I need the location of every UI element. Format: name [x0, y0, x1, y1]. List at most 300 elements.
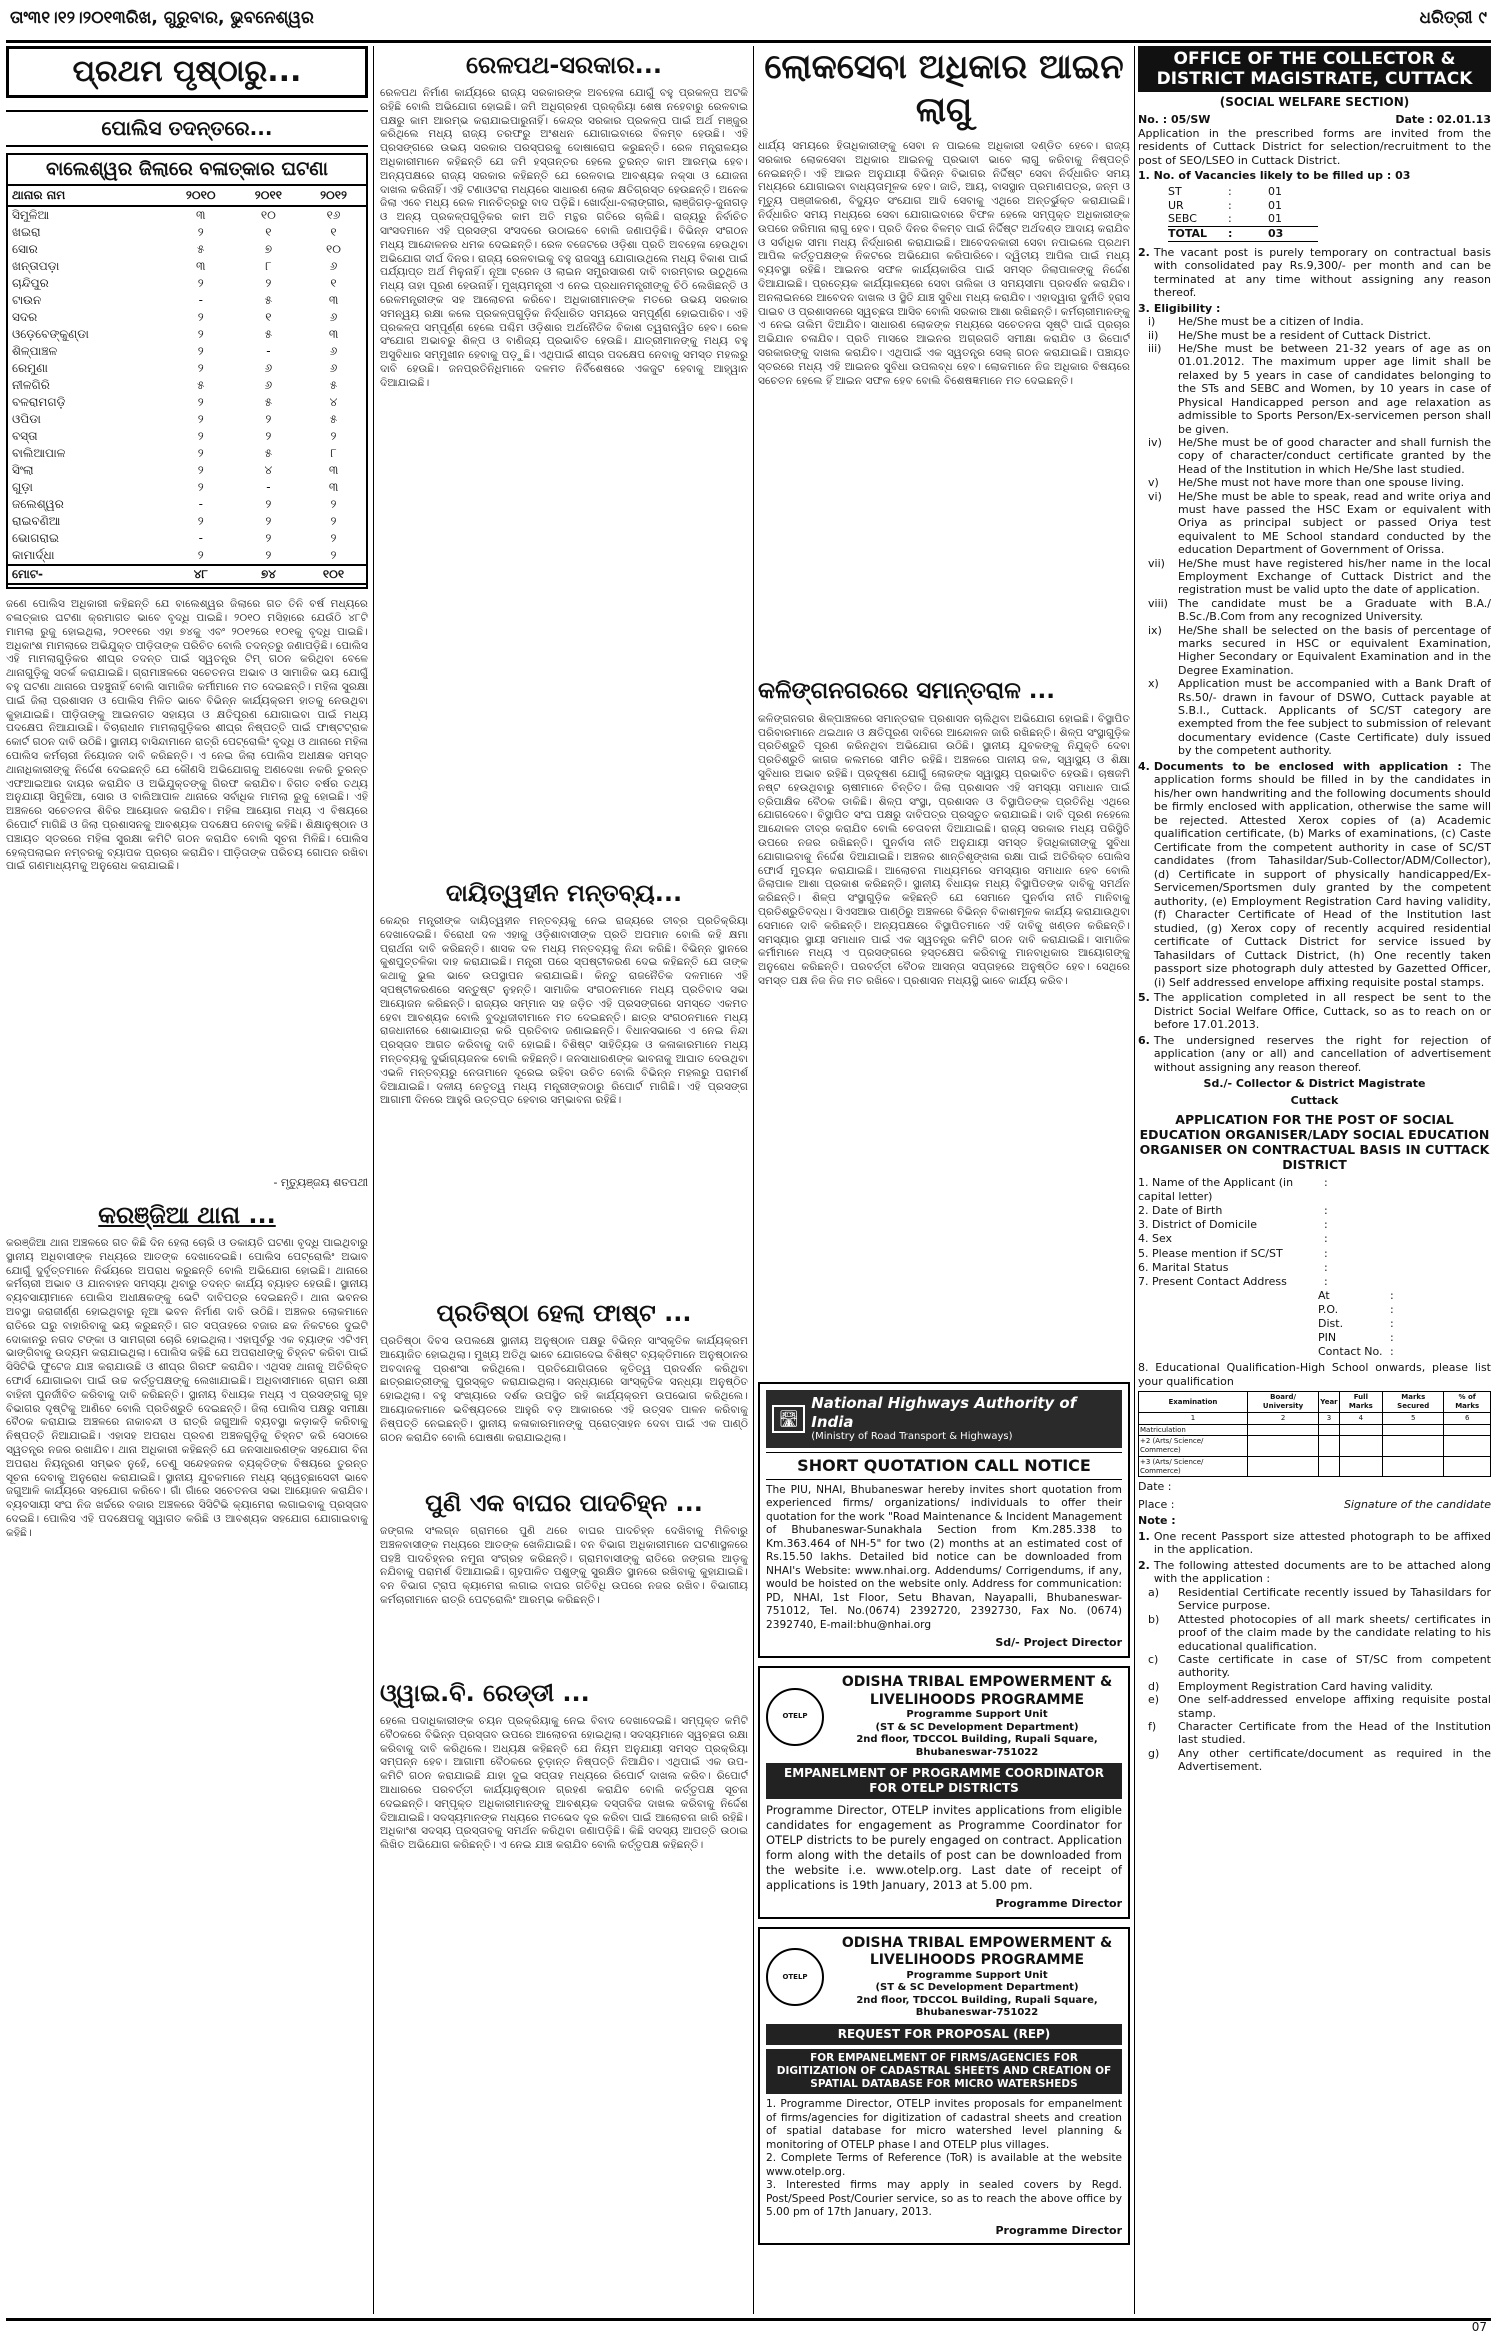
table-cell: ୧୬ — [326, 208, 341, 223]
front-page-heading: ପ୍ରଥମ ପୃଷ୍ଠାରୁ... — [6, 46, 368, 98]
table-cell: ୩ — [328, 327, 339, 342]
note-sub-item — [1138, 1680, 1491, 1693]
table-cell: ୬ — [264, 378, 273, 393]
exam-name: Matriculation — [1139, 1424, 1248, 1436]
table-cell: ୨ — [265, 497, 272, 512]
table-cell: ୬ — [329, 310, 338, 325]
form-label: 2. Date of Birth — [1138, 1204, 1223, 1218]
table-row — [8, 462, 366, 479]
nhai-ministry: (Ministry of Road Transport & Highways) — [811, 1431, 1013, 1443]
police-investigation-heading: ପୋଲିସ ତଦନ୍ତରେ... — [6, 110, 368, 147]
top-rule — [6, 40, 1491, 43]
railway-text: ରେଳପଥ ନିର୍ମାଣ କାର୍ଯ୍ୟରେ ରାଜ୍ୟ ସରକାରଙ୍କ ଅବହେଳା ଯୋଗୁଁ ବହୁ ପ୍ରକଳ୍ପ ଅଟକି ରହିଛି ବୋଲି ଅଭିଯୋଗ ହୋଇଛି। ଜମି ଅଧିଗ୍ରହଣ ପ୍ରକ୍ରିୟା ଶେଷ ନହେବାରୁ ରେଳବାଇ ପକ୍ଷରୁ କାମ ଆରମ୍ଭ କରାଯାଇପାରୁନାହିଁ। କେନ୍ଦ୍ର ସରକାର ପ୍ରକଳ୍ପ ପାଇଁ ଅର୍ଥ ମଞ୍ଜୁର କରିଥିଲେ ମଧ୍ୟ ରାଜ୍ୟ ତରଫରୁ ଅଂଶଧନ ଯୋଗାଇବାରେ ବିଳମ୍ବ ହେଉଛି। ଏହି ପ୍ରସଙ୍ଗରେ ଉଭୟ ସରକାର ପରସ୍ପରକୁ ଦୋଷାରୋପ କରୁଛନ୍ତି। ରେଳ ମନ୍ତ୍ରାଳୟର ଅଧିକାରୀମାନେ କହିଛନ୍ତି ଯେ ଜମି ହସ୍ତାନ୍ତର ହେଲେ ତୁରନ୍ତ କାମ ଆରମ୍ଭ ହେବ। ଅନ୍ୟପକ୍ଷରେ ରାଜ୍ୟ ସରକାର କହିଛନ୍ତି ଯେ ରେଳବାଇ ଆବଶ୍ୟକ ନକ୍ସା ଓ ଯୋଜନା ଦାଖଲ କରିନାହିଁ। ଏହି ଟଣାଓଟରା ମଧ୍ୟରେ ସାଧାରଣ ଲୋକ କ୍ଷତିଗ୍ରସ୍ତ ହେଉଛନ୍ତି। ଅନେକ ଜିଲା ଏବେ ମଧ୍ୟ ରେଳ ମାନଚିତ୍ରରୁ ବାଦ ପଡ଼ିଛି। ଖୋର୍ଦ୍ଧା-ବଲାଙ୍ଗୀର, ଲାଞ୍ଜିଗଡ଼-ଜୁନାଗଡ଼ ଓ ଅନ୍ୟ ପ୍ରକଳ୍ପଗୁଡ଼ିକର କାମ ଅତି ମନ୍ଥର ଗତିରେ ଚାଲିଛି। ରାଜ୍ୟରୁ ନିର୍ବାଚିତ ସାଂସଦମାନେ ଏହି ପ୍ରସଙ୍ଗ ସଂସଦରେ ଉଠାଇବେ ବୋଲି ଜଣାପଡ଼ିଛି। ବିଭିନ୍ନ ସଂଗଠନ ମଧ୍ୟ ଆନ୍ଦୋଳନର ଧମକ ଦେଇଛନ୍ତି। ରେଳ ବଜେଟରେ ଓଡ଼ିଶା ପ୍ରତି ଅବହେଳା ହେଉଥିବା ଅଭିଯୋଗ ଦୀର୍ଘ ଦିନର। ରାଜ୍ୟ ରେଳବାଇକୁ ବହୁ ରାଜସ୍ୱ ଯୋଗାଉଥିଲେ ମଧ୍ୟ ବିକାଶ ପାଇଁ ପର୍ଯ୍ୟାପ୍ତ ଅର୍ଥ ମିଳୁନାହିଁ। ନୂଆ ଟ୍ରେନ ଓ ଲାଇନ ସମ୍ପ୍ରସାରଣ ଦାବି ବାରମ୍ବାର ଉଠୁଥିଲେ ମଧ୍ୟ ତାହା ପୂରଣ ହେଉନାହିଁ। ମୁଖ୍ୟମନ୍ତ୍ରୀ ଏ ନେଇ ପ୍ରଧାନମନ୍ତ୍ରୀଙ୍କୁ ଚିଠି ଲେଖିଛନ୍ତି ଓ ରେଳମନ୍ତ୍ରୀଙ୍କ ସହ ଆଲୋଚନା କରିବେ। ଅଧିକାରୀମାନଙ୍କ ମତରେ ଉଭୟ ସରକାର ସମନ୍ୱୟ ରକ୍ଷା କଲେ ପ୍ରକଳ୍ପଗୁଡ଼ିକ ନିର୍ଦ୍ଧାରିତ ସମୟରେ ସମ୍ପୂର୍ଣ୍ଣ ହୋଇପାରିବ। ଏହି ପ୍ରକଳ୍ପ ସମ୍ପୂର୍ଣ୍ଣ ହେଲେ ପଶ୍ଚିମ ଓଡ଼ିଶାର ଅର୍ଥନୈତିକ ବିକାଶ ତ୍ୱରାନ୍ୱିତ ହେବ। ରେଳ ସଂଯୋଗ ଅଭାବରୁ ଶିଳ୍ପ ଓ ବାଣିଜ୍ୟ ପ୍ରଭାବିତ ହେଉଛି। ଯାତ୍ରୀମାନଙ୍କୁ ମଧ୍ୟ ବହୁ ଅସୁବିଧାର ସମ୍ମୁଖୀନ ହେବାକୁ ପଡ଼ୁଛି। ଏଥିପାଇଁ ଶୀଘ୍ର ପଦକ୍ଷେପ ନେବାକୁ ସମସ୍ତ ମହଲରୁ ଦାବି ହେଉଛି। ଜନପ୍ରତିନିଧିମାନେ ଦଳମତ ନିର୍ବିଶେଷରେ ଏକଜୁଟ ହେବାକୁ ଆହ୍ୱାନ ଦିଆଯାଇଛି। — [380, 86, 748, 389]
yb-reddy-text: ହେଲେ ପଦାଧିକାରୀଙ୍କ ଚୟନ ପ୍ରକ୍ରିୟାକୁ ନେଇ ବିବାଦ ଦେଖାଦେଇଛି। ସମ୍ପୃକ୍ତ କମିଟି ବୈଠକରେ ବିଭିନ୍ନ ପ୍ରସ୍ତାବ ଉପରେ ଆଲୋଚନା ହୋଇଥିଲା। ସଦସ୍ୟମାନେ ସ୍ୱଚ୍ଛତା ରକ୍ଷା କରିବାକୁ ଦାବି କରିଥିଲେ। ଅଧ୍ୟକ୍ଷ କହିଛନ୍ତି ଯେ ନିୟମ ଅନୁଯାୟୀ ସମସ୍ତ ପ୍ରକ୍ରିୟା ସମ୍ପନ୍ନ ହେବ। ଆଗାମୀ ବୈଠକରେ ଚୂଡ଼ାନ୍ତ ନିଷ୍ପତ୍ତି ନିଆଯିବ। ଏଥିପାଇଁ ଏକ ଉପ-କମିଟି ଗଠନ କରାଯାଇଛି ଯାହା ଦୁଇ ସପ୍ତାହ ମଧ୍ୟରେ ରିପୋର୍ଟ ଦାଖଲ କରିବ। ରିପୋର୍ଟ ଆଧାରରେ ପରବର୍ତ୍ତୀ କାର୍ଯ୍ୟାନୁଷ୍ଠାନ ଗ୍ରହଣ କରାଯିବ ବୋଲି କର୍ତ୍ତୃପକ୍ଷ ସୂଚନା ଦେଇଛନ୍ତି। ସମ୍ପୃକ୍ତ ଅଧିକାରୀମାନଙ୍କୁ ଆବଶ୍ୟକ ଦସ୍ତାବିଜ ଦାଖଲ କରିବାକୁ ନିର୍ଦ୍ଦେଶ ଦିଆଯାଇଛି। ସଦସ୍ୟମାନଙ୍କ ମଧ୍ୟରେ ମତଭେଦ ଦୂର କରିବା ପାଇଁ ଆଲୋଚନା ଜାରି ରହିଛି। ଅଧିକାଂଶ ସଦସ୍ୟ ପ୍ରସ୍ତାବକୁ ସମର୍ଥନ କରିଥିବା ଜଣାପଡ଼ିଛି। କିଛି ସଦସ୍ୟ ଆପତ୍ତି ଉଠାଇ ଲିଖିତ ଅଭିଯୋଗ କରିଛନ୍ତି। ଏ ନେଇ ଯାଞ୍ଚ କରାଯିବ ବୋଲି କର୍ତ୍ତୃପକ୍ଷ କହିଛନ୍ତି। — [380, 1714, 748, 1852]
form-colon: : — [1324, 1232, 1328, 1246]
table-cell: ସିଂଲା — [12, 463, 34, 478]
signature-label: Signature of the candidate — [1343, 1498, 1491, 1512]
exam-blank-cell — [1383, 1436, 1444, 1457]
table-cell: ୬ — [329, 259, 338, 274]
foundation-heading: ପ୍ରତିଷ୍ଠା ହେଲା ଫାଷ୍ଟ ... — [436, 1299, 692, 1327]
table-row — [8, 275, 366, 292]
table-row — [8, 343, 366, 360]
masthead-date: ତାଂ୩୧।୧୨।୨୦୧୩ରିଖ, ଗୁରୁବାର, ଭୁବନେଶ୍ୱର — [10, 8, 314, 29]
otelp-advertisement-2 — [758, 1927, 1130, 2246]
note-sub-num: d) — [1148, 1679, 1160, 1693]
table-cell: ୨ — [197, 548, 204, 563]
note-item — [1138, 1530, 1491, 1557]
eligibility-num: x) — [1148, 677, 1159, 691]
form-label: 6. Marital Status — [1138, 1260, 1229, 1274]
otelp-logo: OTELP — [766, 1688, 824, 1746]
table-cell: ନୀଳଗିରି — [12, 378, 50, 393]
table-row — [8, 428, 366, 445]
table-cell: ୨ — [197, 310, 204, 325]
note-sub-num: f) — [1148, 1720, 1157, 1734]
vacancy-val: 01 — [1268, 198, 1282, 212]
table-cell: ୨ — [265, 531, 272, 546]
table-row — [8, 224, 366, 241]
otelp-title: ODISHA TRIBAL EMPOWERMENT & LIVELIHOODS PROGRAMME — [841, 1674, 1113, 1708]
note-sub-num: c) — [1148, 1653, 1159, 1667]
item-text: The application forms should be filled in by the candidates in his/her own handwriting and the following documents should be firmly enclosed with application, otherwise the same will be rejected. Attested Xerox copies of (a) Academic qualification certificate, (b) Marks of examinations, (c) Caste Certificate from the competent authority in case of SC/ST candidates (from Tahasildar/Sub-Collector/ADM/Collector), (d) Certificate in support of physically handicapped/Ex-Servicemen/Sportsmen duly granted by the competent authority, (e) Employment Registration Card having validity, (f) Character Certificate of Head of the Institution last studied, (g) Xerox copy of recently acquired residential certificate of Cuttack District for service issued by Tahasildars of Cuttack District, (h) One recently taken passport size photograph duly attested by Gazetted Officer, (i) Self addressed envelope affixing requisite postal stamps. — [1153, 759, 1491, 989]
eligibility-item — [1138, 677, 1491, 757]
note-sub-num: g) — [1148, 1746, 1160, 1760]
address-colon: : — [1390, 1289, 1394, 1303]
rfp-band: REQUEST FOR PROPOSAL (REP) — [766, 2024, 1122, 2045]
eligibility-num: v) — [1148, 476, 1159, 490]
yb-reddy-heading: ଓ୍ୱାଇ.ବି. ରେଡ୍ଡୀ ... — [380, 1679, 590, 1707]
vacancy-cat: TOTAL — [1168, 227, 1208, 240]
nhai-banner — [766, 1390, 1122, 1448]
note-num: 2. — [1138, 1558, 1150, 1572]
note-num: 1. — [1138, 1529, 1150, 1543]
table-cell: ସିମୁଳିଆ — [12, 208, 50, 223]
eligibility-text: He/She shall be selected on the basis of percentage of marks secured in HSC or equivalent Examination, Higher Secondary or Equivalent Examination and in the Degree Examination. — [1178, 623, 1491, 677]
rfp-signature: Programme Director — [995, 2223, 1122, 2237]
eligibility-num: ii) — [1148, 328, 1159, 342]
exam-blank-cell — [1247, 1456, 1318, 1477]
form-field — [1138, 1261, 1491, 1275]
otelp-address: 2nd floor, TDCCOL Building, Rupali Square, Bhubaneswar-751022 — [856, 1734, 1098, 1758]
form-label: 7. Present Contact Address — [1138, 1275, 1287, 1289]
exam-blank-cell — [1319, 1424, 1339, 1436]
exam-blank-cell — [1247, 1424, 1318, 1436]
table-cell: ଭୋଗରାଇ — [12, 531, 59, 546]
table-row — [8, 445, 366, 462]
table-cell: ଓପିଡା — [12, 412, 41, 427]
vacancy-cat: UR — [1168, 198, 1184, 212]
exam-header: Year — [1319, 1392, 1339, 1413]
form-colon: : — [1324, 1246, 1328, 1260]
table-cell: କାମାର୍ଦ୍ଧା — [12, 548, 55, 563]
eligibility-item — [1138, 597, 1491, 624]
address-colon: : — [1390, 1345, 1394, 1359]
signer-place: Cuttack — [1290, 1093, 1339, 1107]
irresponsible-remark-heading: ଦାୟିତ୍ୱହୀନ ମନ୍ତବ୍ୟ... — [445, 879, 683, 907]
table-cell: ୨ — [265, 276, 272, 291]
table-row — [8, 496, 366, 513]
table-cell: ୩ — [328, 293, 339, 308]
eligibility-num: viii) — [1148, 596, 1168, 610]
exam-col-num: 4 — [1339, 1412, 1382, 1424]
address-colon: : — [1390, 1317, 1394, 1331]
table-row — [8, 394, 366, 411]
address-line — [1138, 1331, 1491, 1345]
table-cell: ୨ — [197, 446, 204, 461]
table-cell: ୪ — [329, 395, 338, 410]
table-cell: ୭ — [264, 242, 273, 257]
form-label: 1. Name of the Applicant (in capital letter) — [1138, 1175, 1294, 1203]
table-total-row — [8, 565, 366, 584]
rfp-item: 2. Complete Terms of Reference (ToR) is available at the website www.otelp.org. — [766, 2152, 1122, 2178]
note-sub-item — [1138, 1653, 1491, 1680]
exam-col-num: 1 — [1139, 1412, 1248, 1424]
note-sub-text: Attested photocopies of all mark sheets/ certificates in proof of the claim made by the candidate relating to his educational qualification. — [1178, 1612, 1491, 1653]
table-row — [8, 258, 366, 275]
eligibility-item — [1138, 557, 1491, 597]
address-label: At — [1318, 1289, 1330, 1303]
vacancy-table — [1138, 185, 1491, 242]
rape-cases-table-box — [6, 153, 368, 590]
vacancy-val: 01 — [1268, 212, 1282, 226]
table-cell: ୨ — [330, 497, 337, 512]
table-cell: ୨ — [197, 480, 204, 495]
table-cell: ୨ — [197, 327, 204, 342]
otelp-signature: Programme Director — [995, 1897, 1122, 1910]
otelp-body: Programme Director, OTELP invites applications from eligible candidates for engagement as Programme Coordinator for OTELP districts to be purely engaged on contract. Application form along with the details of post can be downloaded from the website i.e. www.otelp.org. Last date of receipt of applications is 19th January, 2013 at 5.00 pm. — [766, 1803, 1122, 1892]
form-field — [1138, 1275, 1491, 1289]
application-heading: APPLICATION FOR THE POST OF SOCIAL EDUCATION ORGANISER/LADY SOCIAL EDUCATION ORGANISER ON CONTRACTUAL BASIS IN CUTTACK DISTRICT — [1139, 1111, 1490, 1172]
note-sub-text: Caste certificate in case of ST/SC from competent authority. — [1178, 1653, 1491, 1680]
table-cell: - — [198, 497, 203, 512]
column-divider — [753, 46, 754, 2314]
table-cell: ୨ — [197, 225, 204, 240]
vacancy-sep: : — [1228, 212, 1232, 226]
exam-col-num: 6 — [1444, 1412, 1491, 1424]
form-label: 5. Please mention if SC/ST — [1138, 1246, 1283, 1260]
exam-blank-cell — [1339, 1456, 1382, 1477]
eligibility-text: He/She must be between 21-32 years of age as on 01.01.2012. The maximum upper age limit shall be relaxed by 5 years in case of candidates belonging to the STs and SEBC and Women, by 10 years in case of Physical Handicapped person and age relaxation as admissible to Sports Person/Ex-servicemen person shall be given. — [1178, 342, 1491, 436]
exam-blank-cell — [1319, 1436, 1339, 1457]
vacancy-row — [1168, 185, 1318, 199]
table-cell: ସଦର — [12, 310, 38, 325]
table-cell: ୬ — [329, 361, 338, 376]
karanjia-text: କରଞ୍ଜିଆ ଥାନା ଅଞ୍ଚଳରେ ଗତ କିଛି ଦିନ ହେଲା ଚୋରି ଓ ଡକାୟତି ଘଟଣା ବୃଦ୍ଧି ପାଇଥିବାରୁ ସ୍ଥାନୀୟ ଅଧିବାସୀଙ୍କ ମଧ୍ୟରେ ଆତଙ୍କ ଦେଖାଦେଇଛି। ପୋଲିସ ପେଟ୍ରୋଲିଂ ଅଭାବ ଯୋଗୁଁ ଦୁର୍ବୃତ୍ତମାନେ ନିର୍ଭୟରେ ଅପରାଧ କରୁଛନ୍ତି ବୋଲି ଅଭିଯୋଗ ହୋଇଛି। ଥାନାରେ କର୍ମଚାରୀ ଅଭାବ ଓ ଯାନବାହନ ସମସ୍ୟା ଥିବାରୁ ତଦନ୍ତ କାର୍ଯ୍ୟ ବ୍ୟାହତ ହେଉଛି। ସ୍ଥାନୀୟ ବ୍ୟବସାୟୀମାନେ ପୋଲିସ ଅଧୀକ୍ଷକଙ୍କୁ ଭେଟି ଦାବିପତ୍ର ଦେଇଛନ୍ତି। ଥାନା ଭବନର ଅବସ୍ଥା ଜରାଜୀର୍ଣ୍ଣ ହୋଇଥିବାରୁ ନୂଆ ଭବନ ନିର୍ମାଣ ଦାବି ଉଠିଛି। ଅଞ୍ଚଳର ଲୋକମାନେ ରାତିରେ ଘରୁ ବାହାରିବାକୁ ଭୟ କରୁଛନ୍ତି। ଗତ ସପ୍ତାହରେ ବଜାର ଛକ ନିକଟରେ ଦୁଇଟି ଦୋକାନରୁ ନଗଦ ଟଙ୍କା ଓ ସାମଗ୍ରୀ ଚୋରି ହୋଇଥିଲା। ଏହାପୂର୍ବରୁ ଏକ ବ୍ୟାଙ୍କ ଏଟିଏମ୍ ଭାଙ୍ଗିବାକୁ ଉଦ୍ୟମ କରାଯାଇଥିଲା। ପୋଲିସ କହିଛି ଯେ ଅପରାଧୀଙ୍କୁ ଚିହ୍ନଟ କରିବା ପାଇଁ ସିସିଟିଭି ଫୁଟେଜ ଯାଞ୍ଚ କରାଯାଉଛି ଓ ଶୀଘ୍ର ଗିରଫ କରାଯିବ। ଏଥିସହ ଥାନାକୁ ଅତିରିକ୍ତ ଫୋର୍ସ ଯୋଗାଇବା ପାଇଁ ଉଚ୍ଚ କର୍ତ୍ତୃପକ୍ଷଙ୍କୁ ଲେଖାଯାଇଛି। ଅଧିବାସୀମାନେ ଗ୍ରାମ ରକ୍ଷୀ ବାହିନୀ ପୁନର୍ଜୀବିତ କରିବାକୁ ଦାବି କରିଛନ୍ତି। ସ୍ଥାନୀୟ ବିଧାୟକ ମଧ୍ୟ ଏ ପ୍ରସଙ୍ଗକୁ ଗୃହ ବିଭାଗର ଦୃଷ୍ଟିକୁ ଆଣିବେ ବୋଲି ପ୍ରତିଶ୍ରୁତି ଦେଇଛନ୍ତି। ଜିଲା ପୋଲିସ ପକ୍ଷରୁ ସମୀକ୍ଷା ବୈଠକ କରାଯାଇ ଅଞ୍ଚଳରେ ନାକାବନ୍ଦୀ ଓ ରାତ୍ରି ଜଗୁଆଳି ବ୍ୟବସ୍ଥା କଡ଼ାକଡ଼ି କରିବାକୁ ନିଷ୍ପତ୍ତି ନିଆଯାଇଛି। ଏହାସହ ଅପରାଧ ପ୍ରବଣ ଅଞ୍ଚଳଗୁଡ଼ିକୁ ଚିହ୍ନଟ କରି ସେଠାରେ ସ୍ୱତନ୍ତ୍ର ନଜର ରଖାଯିବ। ଥାନା ଅଧିକାରୀ କହିଛନ୍ତି ଯେ ଜନସାଧାରଣଙ୍କ ସହଯୋଗ ବିନା ଅପରାଧ ନିୟନ୍ତ୍ରଣ ସମ୍ଭବ ନୁହେଁ, ତେଣୁ ସନ୍ଦେହଜନକ ବ୍ୟକ୍ତିଙ୍କ ବିଷୟରେ ତୁରନ୍ତ ସୂଚନା ଦେବାକୁ ଅନୁରୋଧ କରାଯାଇଛି। ସ୍ଥାନୀୟ ଯୁବକମାନେ ମଧ୍ୟ ସ୍ୱେଚ୍ଛାସେବୀ ଭାବେ ଜଗୁଆଳି କାର୍ଯ୍ୟରେ ସହଯୋଗ କରିବେ। ଗାଁ ଗାଁରେ ସଚେତନତା ସଭା ଆୟୋଜନ କରାଯିବ। ବ୍ୟବସାୟୀ ସଂଘ ନିଜ ଖର୍ଚ୍ଚରେ ବଜାର ଅଞ୍ଚଳରେ ସିସିଟିଭି କ୍ୟାମେରା ଲଗାଇବାକୁ ପ୍ରସ୍ତାବ ଦେଇଛି। ପୋଲିସ ଏହି ପଦକ୍ଷେପକୁ ସ୍ୱାଗତ କରିଛି ଓ ଆବଶ୍ୟକ ସହଯୋଗ ଯୋଗାଇବାକୁ କହିଛି। — [6, 1236, 368, 1539]
form-field — [1138, 1176, 1491, 1204]
rfp-item: 3. Interested firms may apply in sealed covers by Regd. Post/Speed Post/Courier service, so as to reach the above office by 5.00 pm of 17th January, 2013. — [766, 2179, 1122, 2219]
notice-item-6: 6. The undersigned reserves the right for rejection of application (any or all) and cancellation of advertisement without assigning any reason thereof. — [1138, 1033, 1491, 1074]
notice-intro: Application in the prescribed forms are invited from the residents of Cuttack District for selection/recruitment to the post of SEO/LSEO in Cuttack District. — [1138, 126, 1491, 167]
table-row — [8, 547, 366, 565]
table-row — [8, 206, 366, 224]
table-cell: ୬ — [264, 361, 273, 376]
otelp-logo: OTELP — [766, 1948, 824, 2006]
notice-item-3: 3. Eligibility : — [1138, 301, 1221, 315]
table-cell: ୨ — [265, 548, 272, 563]
table-cell: ୨ — [197, 514, 204, 529]
vacancy-val: 01 — [1268, 184, 1282, 198]
eligibility-num: vii) — [1148, 556, 1165, 570]
table-title: ବାଲେଶ୍ୱର ଜିଲାରେ ବଳାତ୍କାର ଘଟଣା — [8, 155, 366, 187]
nhai-notice-title: SHORT QUOTATION CALL NOTICE — [766, 1452, 1122, 1480]
eligibility-item — [1138, 329, 1491, 342]
table-cell: ୫ — [196, 378, 205, 393]
table-header: ଥାନାର ନାମ — [8, 186, 166, 206]
table-row — [8, 411, 366, 428]
address-colon: : — [1390, 1331, 1394, 1345]
table-cell: ୨ — [330, 531, 337, 546]
otelp-title: ODISHA TRIBAL EMPOWERMENT & LIVELIHOODS PROGRAMME — [841, 1934, 1113, 1969]
table-cell: ସୋର — [12, 242, 38, 257]
place-signature-line — [1138, 1498, 1491, 1512]
note-sub-num: b) — [1148, 1612, 1160, 1626]
table-cell: ଗୁଡ଼ା — [12, 480, 33, 495]
item-text: The vacant post is purely temporary on contractual basis with consolidated pay Rs.9,300/- per month and can be terminated at any time without assigning any reason thereof. — [1153, 245, 1491, 300]
table-cell: ୫ — [329, 412, 338, 427]
exam-name: +3 (Arts/ Science/ Commerce) — [1139, 1456, 1248, 1477]
table-cell: ୨ — [330, 429, 337, 444]
masthead-paper-name: ଧରିତ୍ରୀ ୯ — [1419, 8, 1487, 29]
eligibility-text: He/She must be able to speak, read and write oriya and must have passed the HSC Exam or equivalent with Oriya as principal subject or passed Oriya test equivalent to ME School standard conducted by the education Department of Government of Orissa. — [1178, 489, 1491, 557]
note-sub-text: Character Certificate from the Head of the Institution last studied. — [1178, 1720, 1491, 1747]
otelp-advertisement-1 — [758, 1666, 1130, 1919]
story-byline: - ମୃତ୍ୟୁଞ୍ଜୟ ଶତପଥୀ — [273, 1176, 368, 1190]
note-sub-item — [1138, 1747, 1491, 1774]
column-divider — [1134, 46, 1135, 2314]
vacancy-item — [1138, 169, 1491, 183]
table-row — [8, 309, 366, 326]
note-sub-text: Any other certificate/document as required in the Advertisement. — [1178, 1746, 1491, 1774]
page-number: 07 — [1471, 2320, 1487, 2334]
table-cell: ୪୮ — [166, 565, 236, 584]
address-label: Contact No. — [1318, 1345, 1383, 1359]
note-sub-num: a) — [1148, 1585, 1160, 1599]
table-cell: ୨ — [197, 395, 204, 410]
eligibility-text: He/She must be a citizen of India. — [1178, 315, 1364, 329]
address-label: P.O. — [1318, 1303, 1339, 1317]
table-cell: ୨ — [265, 429, 272, 444]
form-colon: : — [1324, 1204, 1328, 1218]
eligibility-num: iii) — [1148, 342, 1162, 356]
vacancy-row — [1168, 199, 1318, 213]
column-3 — [758, 46, 1130, 2314]
table-cell: ୬ — [329, 344, 338, 359]
public-service-act-title: ଲୋକସେବା ଅଧିକାର ଆଇନ ଲାଗୁ — [764, 47, 1124, 130]
karanjia-heading: କରଞ୍ଜିଆ ଥାନା ... — [98, 1201, 276, 1229]
item-text: The undersigned reserves the right for rejection of application (any or all) and cancellation of advertisement without assigning any reason thereof. — [1153, 1033, 1491, 1074]
exam-row — [1139, 1456, 1491, 1477]
item-text: The application completed in all respect be sent to the District Social Welfare Office, Cuttack, so as to reach on or before 17.01.2013. — [1153, 991, 1491, 1032]
vacancy-heading: 1. No. of Vacancies likely to be filled up : 03 — [1138, 169, 1411, 183]
exam-col-num: 3 — [1319, 1412, 1339, 1424]
form-field — [1138, 1232, 1491, 1246]
table-cell: ବଳରାମଗଡ଼ି — [12, 395, 66, 410]
table-cell: ୨ — [197, 412, 204, 427]
exam-header: Full Marks — [1339, 1392, 1382, 1413]
table-cell: ଶିଳ୍ପାଞ୍ଚଳ — [12, 344, 58, 359]
otelp-address: 2nd floor, TDCCOL Building, Rupali Square, Bhubaneswar-751022 — [856, 1994, 1098, 2019]
eligibility-text: He/She must have registered his/her name in the local Employment Exchange of Cuttack District and the registration must be valid upto the date of application. — [1178, 556, 1491, 597]
table-cell: ରାଇବଣିଆ — [12, 514, 61, 529]
exam-blank-cell — [1383, 1456, 1444, 1477]
form-colon: : — [1324, 1260, 1328, 1274]
eligibility-text: He/She must not have more than one spouse living. — [1178, 476, 1465, 490]
table-cell: ଓଡ଼େବେଙ୍କୁଣ୍ଡା — [12, 327, 89, 342]
form-field — [1138, 1247, 1491, 1261]
eligibility-text: He/She must be of good character and shall furnish the copy of character/conduct certificate granted by the Head of the Institution in which He/She last studied. — [1178, 435, 1491, 476]
table-cell: ୭୪ — [236, 565, 301, 584]
item-text: Eligibility : — [1153, 301, 1221, 315]
nhai-signature: Sd/- Project Director — [995, 1636, 1122, 1650]
exam-name: +2 (Arts/ Science/ Commerce) — [1139, 1436, 1248, 1457]
kalinganagar-text: କଳିଙ୍ଗନଗର ଶିଳ୍ପାଞ୍ଚଳରେ ସମାନ୍ତରାଳ ପ୍ରଶାସନ ଚାଲିଥିବା ଅଭିଯୋଗ ହୋଇଛି। ବିସ୍ଥାପିତ ପରିବାରମାନେ ଥଇଥାନ ଓ କ୍ଷତିପୂରଣ ଦାବିରେ ଆନ୍ଦୋଳନ ଜାରି ରଖିଛନ୍ତି। ଶିଳ୍ପ ସଂସ୍ଥାଗୁଡ଼ିକ ପ୍ରତିଶ୍ରୁତି ପୂରଣ କରିନଥିବା ଅଭିଯୋଗ ଉଠିଛି। ସ୍ଥାନୀୟ ଯୁବକଙ୍କୁ ନିଯୁକ୍ତି ଦେବା ପ୍ରତିଶ୍ରୁତି କାଗଜ କଲମରେ ସୀମିତ ରହିଛି। ଅଞ୍ଚଳରେ ପାନୀୟ ଜଳ, ସ୍ୱାସ୍ଥ୍ୟ ଓ ଶିକ୍ଷା ସୁବିଧାର ଅଭାବ ରହିଛି। ପ୍ରଦୂଷଣ ଯୋଗୁଁ ଲୋକଙ୍କ ସ୍ୱାସ୍ଥ୍ୟ ପ୍ରଭାବିତ ହେଉଛି। ଚାଷଜମି ନଷ୍ଟ ହେଉଥିବାରୁ ଚାଷୀମାନେ ଚିନ୍ତିତ। ଜିଲା ପ୍ରଶାସନ ଏହି ସମସ୍ୟା ସମାଧାନ ପାଇଁ ତ୍ରିପାକ୍ଷିକ ବୈଠକ ଡାକିଛି। ଶିଳ୍ପ ସଂସ୍ଥା, ପ୍ରଶାସନ ଓ ବିସ୍ଥାପିତଙ୍କ ପ୍ରତିନିଧି ଏଥିରେ ଯୋଗଦେବେ। ବିସ୍ଥାପିତ ସଂଘ ପକ୍ଷରୁ ଦାବିପତ୍ର ପ୍ରସ୍ତୁତ କରାଯାଇଛି। ଦାବି ପୂରଣ ନହେଲେ ଆନ୍ଦୋଳନ ତୀବ୍ର କରାଯିବ ବୋଲି ଚେତାବନୀ ଦିଆଯାଇଛି। ରାଜ୍ୟ ସରକାର ମଧ୍ୟ ପରିସ୍ଥିତି ଉପରେ ନଜର ରଖିଛନ୍ତି। ପୁନର୍ବାସ ନୀତି ଅନୁଯାୟୀ ସମସ୍ତ ହିତାଧିକାରୀଙ୍କୁ ସୁବିଧା ଯୋଗାଇବାକୁ ନିର୍ଦ୍ଦେଶ ଦିଆଯାଇଛି। ଅଞ୍ଚଳର ଶାନ୍ତିଶୃଙ୍ଖଳା ରକ୍ଷା ପାଇଁ ଅତିରିକ୍ତ ପୋଲିସ ଫୋର୍ସ ମୁତୟନ କରାଯାଇଛି। ଆଲୋଚନା ମାଧ୍ୟମରେ ସମସ୍ୟାର ସମାଧାନ ହେବ ବୋଲି ଜିଲାପାଳ ଆଶା ପ୍ରକାଶ କରିଛନ୍ତି। ସ୍ଥାନୀୟ ବିଧାୟକ ମଧ୍ୟ ବିସ୍ଥାପିତଙ୍କ ଦାବିକୁ ସମର୍ଥନ କରିଛନ୍ତି। ଶିଳ୍ପ ସଂସ୍ଥାଗୁଡ଼ିକ କହିଛନ୍ତି ଯେ ସେମାନେ ପୁନର୍ବାସ ନୀତି ମାନିବାକୁ ପ୍ରତିଶ୍ରୁତିବଦ୍ଧ। ସିଏସଆର ପାଣ୍ଠିରୁ ଅଞ୍ଚଳରେ ବିଭିନ୍ନ ବିକାଶମୂଳକ କାର୍ଯ୍ୟ କରାଯାଉଥିବା ସେମାନେ ଦାବି କରିଛନ୍ତି। ଅନ୍ୟପକ୍ଷରେ ବିସ୍ଥାପିତମାନେ ଏହି ଦାବିକୁ ଖଣ୍ଡନ କରିଛନ୍ତି। ସମସ୍ୟାର ସ୍ଥାୟୀ ସମାଧାନ ପାଇଁ ଏକ ସ୍ୱତନ୍ତ୍ର କମିଟି ଗଠନ ଦାବି କରାଯାଇଛି। ସାମାଜିକ କର୍ମୀମାନେ ମଧ୍ୟ ଏ ପ୍ରସଙ୍ଗରେ ହସ୍ତକ୍ଷେପ କରିବାକୁ ମାନବାଧିକାର ଆୟୋଗଙ୍କୁ ଅନୁରୋଧ କରିଛନ୍ତି। ପରବର୍ତ୍ତୀ ବୈଠକ ଆସନ୍ତା ସପ୍ତାହରେ ଅନୁଷ୍ଠିତ ହେବ। ସେଥିରେ ସମସ୍ତ ପକ୍ଷ ନିଜ ନିଜ ମତ ରଖିବେ। ପ୍ରଶାସନ ମଧ୍ୟସ୍ଥି ଭାବେ କାର୍ଯ୍ୟ କରିବ। — [758, 711, 1130, 987]
eligibility-text: The candidate must be a Graduate with B.A./ B.Sc./B.Com from any recognized University. — [1178, 596, 1491, 624]
table-header: ୨୦୧୨ — [301, 186, 366, 206]
address-line — [1138, 1303, 1491, 1317]
column-2 — [380, 46, 748, 2314]
vacancy-cat: ST — [1168, 184, 1182, 198]
table-cell: ଖଇରା — [12, 225, 41, 240]
story-text: ଜଣେ ପୋଲିସ ଅଧିକାରୀ କହିଛନ୍ତି ଯେ ବାଲେଶ୍ୱର ଜିଲାରେ ଗତ ତିନି ବର୍ଷ ମଧ୍ୟରେ ବଳାତ୍କାର ଘଟଣା କ୍ରମାଗତ ଭାବେ ବୃଦ୍ଧି ପାଇଛି। ୨୦୧୦ ମସିହାରେ ଯେଉଁଠି ୪୮ଟି ମାମଲା ରୁଜୁ ହୋଇଥିଲା, ୨୦୧୧ରେ ଏହା ୭୪କୁ ଏବଂ ୨୦୧୨ରେ ୧୦୧କୁ ବୃଦ୍ଧି ପାଇଛି। ଅଧିକାଂଶ ମାମଲାରେ ଅଭିଯୁକ୍ତ ପୀଡ଼ିତାଙ୍କ ପରିଚିତ ବୋଲି ତଦନ୍ତରୁ ଜଣାପଡ଼ିଛି। ପୋଲିସ ଏହି ମାମଲାଗୁଡ଼ିକର ଶୀଘ୍ର ତଦନ୍ତ ପାଇଁ ସ୍ୱତନ୍ତ୍ର ଟିମ୍ ଗଠନ କରିଥିବା ବେଳେ ଥାନାଗୁଡ଼ିକୁ ସତର୍କ କରାଯାଇଛି। ଗ୍ରାମାଞ୍ଚଳରେ ସଚେତନତା ଅଭାବ ଓ ସାମାଜିକ ଭୟ ଯୋଗୁଁ ବହୁ ଘଟଣା ଥାନାରେ ପହଞ୍ଚୁନାହିଁ ବୋଲି ସାମାଜିକ କର୍ମୀମାନେ ମତ ଦେଇଛନ୍ତି। ମହିଳା ସୁରକ୍ଷା ପାଇଁ ଜିଲା ପ୍ରଶାସନ ଓ ପୋଲିସ ମିଳିତ ଭାବେ ବିଭିନ୍ନ କାର୍ଯ୍ୟକ୍ରମ ହାତକୁ ନେଉଥିବା କୁହାଯାଇଛି। ପୀଡ଼ିତାଙ୍କୁ ଆଇନଗତ ସହାୟତା ଓ କ୍ଷତିପୂରଣ ଯୋଗାଇବା ପାଇଁ ମଧ୍ୟ ପଦକ୍ଷେପ ନିଆଯାଉଛି। ବିଚାରାଧୀନ ମାମଲାଗୁଡ଼ିକର ଶୀଘ୍ର ନିଷ୍ପତ୍ତି ପାଇଁ ଫାଷ୍ଟଟ୍ରାକ କୋର୍ଟ ଗଠନ ଦାବି ଉଠିଛି। ସ୍ଥାନୀୟ ବାସିନ୍ଦାମାନେ ରାତ୍ରି ପେଟ୍ରୋଲିଂ ବୃଦ୍ଧି ଓ ଥାନାରେ ମହିଳା ପୋଲିସ କର୍ମଚାରୀ ନିୟୋଜନ ଦାବି କରିଛନ୍ତି। ଏ ନେଇ ଜିଲା ପୋଲିସ ଅଧୀକ୍ଷକ ସମସ୍ତ ଥାନାଧିକାରୀଙ୍କୁ ନିର୍ଦ୍ଦେଶ ଦେଇଛନ୍ତି ଯେ କୌଣସି ଅଭିଯୋଗକୁ ଅଣଦେଖା ନକରି ତୁରନ୍ତ ଏଫଆଇଆର ଦାୟର କରାଯିବ ଓ ଅଭିଯୁକ୍ତଙ୍କୁ ଗିରଫ କରାଯିବ। ବିଗତ ବର୍ଷର ତଥ୍ୟ ଅନୁଯାୟୀ ସିମୁଳିଆ, ସୋର ଓ ବାଲିଆପାଳ ଥାନାରେ ସର୍ବାଧିକ ମାମଲା ରୁଜୁ ହୋଇଛି। ଏହି ଅଞ୍ଚଳରେ ସଚେତନତା ଶିବିର ଆୟୋଜନ କରାଯିବ। ମହିଳା ଆୟୋଗ ମଧ୍ୟ ଏ ବିଷୟରେ ରିପୋର୍ଟ ମାଗିଛି ଓ ଜିଲା ପ୍ରଶାସନକୁ ଆବଶ୍ୟକ ପଦକ୍ଷେପ ନେବାକୁ କହିଛି। ଶିକ୍ଷାନୁଷ୍ଠାନ ଓ ପଞ୍ଚାୟତ ସ୍ତରରେ ମହିଳା ସୁରକ୍ଷା କମିଟି ଗଠନ କରାଯିବ ବୋଲି ସୂଚନା ମିଳିଛି। ପୋଲିସ ହେଲ୍ପଲାଇନ ନମ୍ବରକୁ ବ୍ୟାପକ ପ୍ରଚାର କରାଯିବ। ପୀଡ଼ିତାଙ୍କ ପରିଚୟ ଗୋପନ ରଖିବା ପାଇଁ ଗଣମାଧ୍ୟମକୁ ଅନୁରୋଧ କରାଯାଇଛି। — [6, 597, 368, 873]
note-text: The following attested documents are to be attached along with the application : — [1153, 1558, 1491, 1586]
date-line — [1138, 1480, 1491, 1494]
table-cell: - — [266, 344, 271, 359]
eligibility-item — [1138, 436, 1491, 476]
vacancy-sep: : — [1228, 198, 1232, 212]
otelp-sub: (ST & SC Development Department) — [875, 1982, 1079, 1994]
eligibility-item — [1138, 490, 1491, 557]
table-row — [8, 479, 366, 496]
table-row — [8, 326, 366, 343]
exam-blank-cell — [1444, 1436, 1491, 1457]
item-head: Documents to be enclosed with application : — [1153, 759, 1462, 773]
table-cell: ୧ — [265, 310, 272, 325]
form-colon: : — [1324, 1175, 1328, 1189]
eligibility-text: Application must be accompanied with a Bank Draft of Rs.50/- drawn in favour of DSWO, Cuttack payable at S.B.I., Cuttack. Applicants of SC/ST category are exempted from the fee subject to submission of relevant documentary evidence (Caste Certificate) duly issued by the competent authority. — [1178, 677, 1491, 758]
exam-blank-cell — [1247, 1436, 1318, 1457]
table-row — [8, 241, 366, 258]
table-cell: ୧୦ — [260, 208, 276, 223]
vacancy-total-row — [1168, 226, 1318, 242]
otelp-band: EMPANELMENT OF PROGRAMME COORDINATOR FOR OTELP DISTRICTS — [766, 1763, 1122, 1799]
table-cell: ୧ — [265, 225, 272, 240]
railway-heading: ରେଳପଥ-ସରକାର... — [465, 51, 662, 79]
exam-header: % of Marks — [1444, 1392, 1491, 1413]
address-line — [1138, 1289, 1491, 1303]
eligibility-item — [1138, 315, 1491, 328]
table-cell: ବସ୍ତା — [12, 429, 38, 444]
table-cell: ୧୦ — [326, 242, 341, 257]
table-cell: ରେମୁଣା — [12, 361, 48, 376]
signer-line: Sd./- Collector & District Magistrate — [1203, 1077, 1426, 1091]
table-cell: ୨ — [197, 276, 204, 291]
table-cell: ୧୦୧ — [301, 565, 366, 584]
table-cell: ବାଲିଆପାଳ — [12, 446, 66, 461]
table-cell: ୫ — [264, 395, 273, 410]
address-line — [1138, 1317, 1491, 1331]
exam-blank-cell — [1444, 1456, 1491, 1477]
date-label: Date : — [1138, 1480, 1172, 1494]
table-row — [8, 360, 366, 377]
table-cell: - — [266, 480, 271, 495]
address-colon: : — [1390, 1303, 1394, 1317]
vacancy-sep: : — [1228, 184, 1232, 198]
table-cell: ୨ — [197, 429, 204, 444]
table-cell: ୨ — [330, 548, 337, 563]
exam-row — [1139, 1436, 1491, 1457]
table-cell: ୩ — [328, 480, 339, 495]
note-sub-text: Residential Certificate recently issued by Tahasildars for Service purpose. — [1178, 1585, 1491, 1613]
rfp-band: FOR EMPANELMENT OF FIRMS/AGENCIES FOR DIGITIZATION OF CADASTRAL SHEETS AND CREATION OF SPATIAL DATABASE FOR MICRO WATERSHEDS — [766, 2049, 1122, 2094]
vacancy-sep: : — [1228, 227, 1233, 240]
note-sub-item — [1138, 1720, 1491, 1747]
table-cell: ୩ — [196, 259, 206, 274]
table-cell: ମୋଟ- — [8, 565, 166, 584]
table-cell: ୫ — [264, 446, 273, 461]
table-header: ୨୦୧୧ — [236, 186, 301, 206]
public-service-text: ଧାର୍ଯ୍ୟ ସମୟରେ ହିତାଧିକାରୀଙ୍କୁ ସେବା ନ ପାଇଲେ ଅଧିକାରୀ ଦଣ୍ଡିତ ହେବେ। ରାଜ୍ୟ ସରକାର ଲୋକସେବା ଅଧିକାର ଆଇନକୁ ପ୍ରଭାବୀ ଭାବେ ଲାଗୁ କରିବାକୁ ନିଷ୍ପତ୍ତି ନେଇଛନ୍ତି। ଏହି ଆଇନ ଅନୁଯାୟୀ ବିଭିନ୍ନ ବିଭାଗର ନିର୍ଦ୍ଦିଷ୍ଟ ସେବା ନିର୍ଦ୍ଧାରିତ ସମୟ ମଧ୍ୟରେ ଯୋଗାଇବା ବାଧ୍ୟତାମୂଳକ ହେବ। ଜାତି, ଆୟ, ବାସସ୍ଥାନ ପ୍ରମାଣପତ୍ର, ଜନ୍ମ ଓ ମୃତ୍ୟୁ ପଞ୍ଜୀକରଣ, ବିଦ୍ୟୁତ ସଂଯୋଗ ଆଦି ସେବାକୁ ଏଥିରେ ଅନ୍ତର୍ଭୁକ୍ତ କରାଯାଇଛି। ନିର୍ଦ୍ଧାରିତ ସମୟ ମଧ୍ୟରେ ସେବା ଯୋଗାଇବାରେ ବିଫଳ ହେଲେ ସମ୍ପୃକ୍ତ ଅଧିକାରୀଙ୍କ ଉପରେ ଜରିମାନା ଲାଗୁ ହେବ। ପ୍ରତି ଦିନର ବିଳମ୍ବ ପାଇଁ ନିର୍ଦ୍ଦିଷ୍ଟ ଅର୍ଥଦଣ୍ଡ ଆଦାୟ କରାଯିବ ଓ ସର୍ବାଧିକ ସୀମା ମଧ୍ୟ ନିର୍ଦ୍ଧାରଣ କରାଯାଇଛି। ଆବେଦନକାରୀ ସେବା ନପାଇଲେ ପ୍ରଥମ ଆପିଲ କର୍ତ୍ତୃପକ୍ଷଙ୍କ ନିକଟରେ ଅଭିଯୋଗ କରିପାରିବେ। ଦ୍ୱିତୀୟ ଆପିଲ ପାଇଁ ମଧ୍ୟ ବ୍ୟବସ୍ଥା ରହିଛି। ଆଇନର ସଫଳ କାର୍ଯ୍ୟକାରିତା ପାଇଁ ସମସ୍ତ ଜିଲାପାଳଙ୍କୁ ନିର୍ଦ୍ଦେଶ ଦିଆଯାଇଛି। ପ୍ରତ୍ୟେକ କାର୍ଯ୍ୟାଳୟରେ ସେବା ତାଲିକା ଓ ସମୟସୀମା ପ୍ରଦର୍ଶନ କରାଯିବ। ଅନଲାଇନରେ ଆବେଦନ ଦାଖଲ ଓ ସ୍ଥିତି ଯାଞ୍ଚ ସୁବିଧା ମଧ୍ୟ କରାଯିବ। ଏହାଦ୍ୱାରା ଦୁର୍ନୀତି ହ୍ରାସ ପାଇବ ଓ ପ୍ରଶାସନରେ ସ୍ୱଚ୍ଛତା ଆସିବ ବୋଲି ସରକାର ଆଶା ରଖିଛନ୍ତି। କର୍ମଚାରୀମାନଙ୍କୁ ଏ ନେଇ ତାଲିମ ଦିଆଯିବ। ସାଧାରଣ ଲୋକଙ୍କ ମଧ୍ୟରେ ସଚେତନତା ସୃଷ୍ଟି ପାଇଁ ପ୍ରଚାର ଅଭିଯାନ ଚଳାଯିବ। ପ୍ରତି ମାସରେ ଆଇନର ଅଗ୍ରଗତି ସମୀକ୍ଷା କରାଯିବ ଓ ରିପୋର୍ଟ ସରକାରଙ୍କୁ ଦାଖଲ କରାଯିବ। ଏଥିପାଇଁ ଏକ ସ୍ୱତନ୍ତ୍ର ସେଲ୍ ଗଠନ କରାଯାଇଛି। ପଞ୍ଚାୟତ ସ୍ତରରେ ମଧ୍ୟ ଏହି ଆଇନର ସୁବିଧା ଉପଲବ୍ଧ ହେବ। ଲୋକମାନେ ନିଜ ଅଧିକାର ବିଷୟରେ ସଚେତନ ହେଲେ ହିଁ ଆଇନ ସଫଳ ହେବ ବୋଲି ବିଶେଷଜ୍ଞମାନେ ମତ ଦେଇଛନ୍ତି। — [758, 139, 1130, 387]
table-cell: ୧ — [330, 225, 337, 240]
nhai-advertisement — [758, 1382, 1130, 1658]
eligibility-item — [1138, 476, 1491, 489]
table-cell: ୨ — [265, 514, 272, 529]
notice-date: Date : 02.01.13 — [1395, 113, 1491, 126]
exam-blank-cell — [1383, 1424, 1444, 1436]
exam-blank-cell — [1319, 1456, 1339, 1477]
otelp-sub: Programme Support Unit — [906, 1969, 1048, 1981]
form-colon: : — [1324, 1218, 1328, 1232]
notice-number: No. : 05/SW — [1138, 113, 1211, 126]
otelp-sub: (ST & SC Development Department) — [875, 1721, 1079, 1733]
table-cell: ଜଲେଶ୍ୱର — [12, 497, 64, 512]
table-cell: ୨ — [330, 514, 337, 529]
rfp-item: 1. Programme Director, OTELP invites proposals for empanelment of firms/agencies for digitization of cadastral sheets and creation of spatial database for micro watershed level planning & monitoring of OTELP phase I and OTELP plus villages. — [766, 2098, 1122, 2151]
foundation-text: ପ୍ରତିଷ୍ଠା ଦିବସ ଉପଲକ୍ଷେ ସ୍ଥାନୀୟ ଅନୁଷ୍ଠାନ ପକ୍ଷରୁ ବିଭିନ୍ନ ସାଂସ୍କୃତିକ କାର୍ଯ୍ୟକ୍ରମ ଆୟୋଜିତ ହୋଇଥିଲା। ମୁଖ୍ୟ ଅତିଥି ଭାବେ ଯୋଗଦେଇ ବିଶିଷ୍ଟ ବ୍ୟକ୍ତିମାନେ ଅନୁଷ୍ଠାନର ଅବଦାନକୁ ପ୍ରଶଂସା କରିଥିଲେ। ପ୍ରତିଯୋଗିତାରେ କୃତିତ୍ୱ ପ୍ରଦର୍ଶନ କରିଥିବା ଛାତ୍ରଛାତ୍ରୀଙ୍କୁ ପୁରସ୍କୃତ କରାଯାଇଥିଲା। ସନ୍ଧ୍ୟାରେ ସାଂସ୍କୃତିକ ସନ୍ଧ୍ୟା ଅନୁଷ୍ଠିତ ହୋଇଥିଲା। ବହୁ ସଂଖ୍ୟାରେ ଦର୍ଶକ ଉପସ୍ଥିତ ରହି କାର୍ଯ୍ୟକ୍ରମ ଉପଭୋଗ କରିଥିଲେ। ଆୟୋଜକମାନେ ଭବିଷ୍ୟତରେ ଆହୁରି ବଡ଼ ଆକାରରେ ଏହି ଉତ୍ସବ ପାଳନ କରିବାକୁ ନିଷ୍ପତ୍ତି ନେଇଛନ୍ତି। ସ୍ଥାନୀୟ କଳାକାରମାନଙ୍କୁ ପ୍ରୋତ୍ସାହନ ଦେବା ପାଇଁ ଏକ ପାଣ୍ଠି ଗଠନ କରାଯିବ ବୋଲି ଘୋଷଣା କରାଯାଇଥିଲା। — [380, 1334, 748, 1444]
notice-number-line — [1138, 113, 1491, 127]
notice-item-5: 5. The application completed in all respect be sent to the District Social Welfare Office, Cuttack, so as to reach on or before 17.01.2013. — [1138, 991, 1491, 1032]
note-sub-item — [1138, 1693, 1491, 1720]
table-cell: ଖନ୍ତାପଡ଼ା — [12, 259, 60, 274]
form-colon: : — [1324, 1275, 1328, 1289]
table-cell: ୨ — [197, 344, 204, 359]
place-label: Place : — [1138, 1498, 1175, 1512]
table-row — [8, 292, 366, 309]
column-divider — [373, 46, 374, 2314]
collector-office-heading: OFFICE OF THE COLLECTOR & DISTRICT MAGISTRATE, CUTTACK — [1138, 46, 1491, 92]
tiger-pugmark-heading: ପୁଣି ଏକ ବାଘର ପାଦଚିହ୍ନ ... — [425, 1489, 703, 1517]
note-sub-text: One self-addressed envelope affixing requisite postal stamp. — [1178, 1693, 1491, 1720]
table-row — [8, 530, 366, 547]
note-sub-item — [1138, 1586, 1491, 1613]
tiger-text: ଜଙ୍ଗଲ ସଂଲଗ୍ନ ଗ୍ରାମରେ ପୁଣି ଥରେ ବାଘର ପାଦଚିହ୍ନ ଦେଖିବାକୁ ମିଳିବାରୁ ଅଞ୍ଚଳବାସୀଙ୍କ ମଧ୍ୟରେ ଆତଙ୍କ ଖେଳିଯାଇଛି। ବନ ବିଭାଗ ଅଧିକାରୀମାନେ ଘଟଣାସ୍ଥଳରେ ପହଞ୍ଚି ପାଦଚିହ୍ନର ନମୁନା ସଂଗ୍ରହ କରିଛନ୍ତି। ଗ୍ରାମବାସୀଙ୍କୁ ରାତିରେ ଜଙ୍ଗଲ ଆଡ଼କୁ ନଯିବାକୁ ପରାମର୍ଶ ଦିଆଯାଇଛି। ଗୃହପାଳିତ ପଶୁଙ୍କୁ ସୁରକ୍ଷିତ ସ୍ଥାନରେ ରଖିବାକୁ କୁହାଯାଇଛି। ବନ ବିଭାଗ ଟ୍ରାପ କ୍ୟାମେରା ଲଗାଇ ବାଘର ଗତିବିଧି ଉପରେ ନଜର ରଖିବ। ବିଭାଗୀୟ କର୍ମଚାରୀମାନେ ରାତ୍ରି ପେଟ୍ରୋଲିଂ ଆରମ୍ଭ କରିଛନ୍ତି। — [380, 1524, 748, 1606]
table-cell: ୫ — [264, 327, 273, 342]
table-row — [8, 513, 366, 530]
vacancy-row — [1168, 212, 1318, 226]
table-cell: ଚାନ୍ଦିପୁର — [12, 276, 49, 291]
vacancy-val: 03 — [1268, 227, 1284, 240]
kalinganagar-heading: କଳିଙ୍ଗନଗରରେ ସମାନ୍ତରାଳ ... — [758, 678, 1056, 704]
exam-header: Board/ University — [1247, 1392, 1318, 1413]
exam-col-num: 5 — [1383, 1412, 1444, 1424]
nhai-notice-body: The PIU, NHAI, Bhubaneswar hereby invites short quotation from experienced firms/ organizations/ individuals to offer their quotation for the work "Road Maintenance & Incident Management of Bhubaneswar-Sunakhala Section from Km.285.338 to Km.363.464 of NH-5" for two (2) months at an estimated cost of Rs.15.50 lakhs. Detailed bid notice can be downloaded from NHAI's Website: www.nhai.org. Addendums/ Corrigendums, if any, would be hoisted on the website only. Address for communication: PD, NHAI, 1st Floor, Setu Bhavan, Nayapalli, Bhubaneswar-751012, Tel. No.(0674) 2392720, 2392730, Fax No. (0674) 2392740, E-mail:bhu@nhai.org — [766, 1483, 1122, 1631]
footer-rule — [6, 2318, 1491, 2321]
notice-item-2: 2. The vacant post is purely temporary on contractual basis with consolidated pay Rs.9,300/- per month and can be terminated at any time without assigning any reason thereof. — [1138, 245, 1491, 300]
note-sub-item — [1138, 1613, 1491, 1653]
table-cell: ୨ — [197, 463, 204, 478]
highway-icon: 🛣 — [772, 1405, 805, 1433]
table-cell: ଟାଉନ — [12, 293, 42, 308]
table-row — [8, 377, 366, 394]
